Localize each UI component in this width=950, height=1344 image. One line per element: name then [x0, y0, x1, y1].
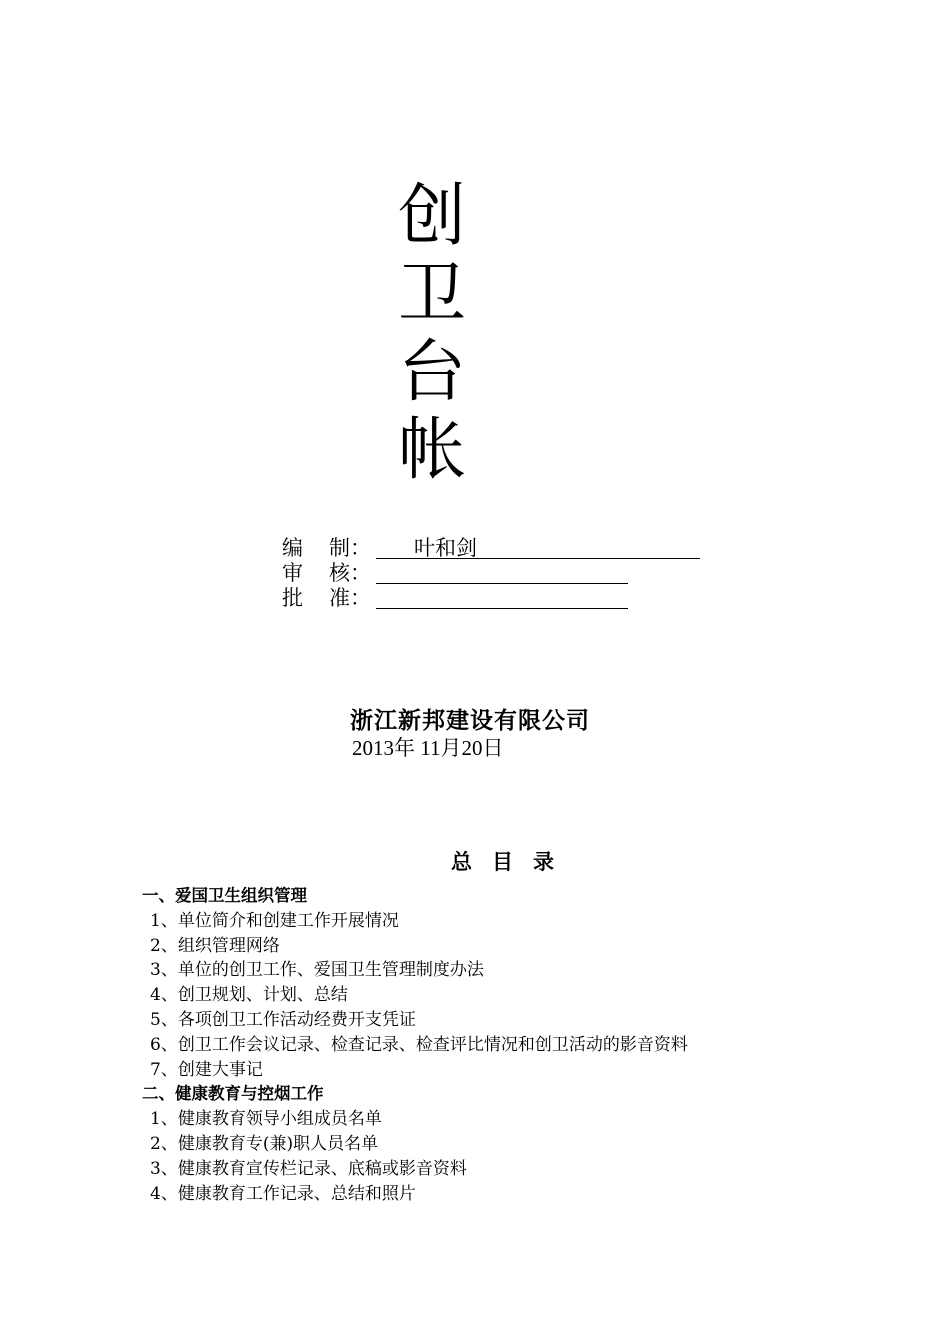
toc-item: 2、健康教育专(兼)职人员名单 [150, 1133, 379, 1154]
signoff-label: 审 核： [282, 561, 371, 585]
signoff-underline [376, 561, 628, 584]
toc-item: 7、创建大事记 [150, 1059, 263, 1080]
toc-title: 总目录 [451, 850, 574, 874]
toc-item: 5、各项创卫工作活动经费开支凭证 [150, 1009, 416, 1030]
toc-item: 4、健康教育工作记录、总结和照片 [150, 1183, 416, 1204]
toc-item: 1、健康教育领导小组成员名单 [150, 1109, 382, 1130]
document-date: 2013年 11月20日 [352, 736, 504, 760]
cover-title-char: 创 [398, 177, 467, 256]
toc-item: 1、单位简介和创建工作开展情况 [150, 910, 399, 931]
toc-item: 4、创卫规划、计划、总结 [150, 985, 348, 1006]
signoff-label: 批 准： [282, 586, 371, 610]
toc-item: 2、组织管理网络 [150, 935, 280, 956]
cover-title-char: 卫 [398, 255, 467, 334]
toc-item: 6、创卫工作会议记录、检查记录、检查评比情况和创卫活动的影音资料 [150, 1034, 688, 1055]
cover-title-char: 帐 [398, 411, 467, 490]
toc-item: 3、健康教育宣传栏记录、底稿或影音资料 [150, 1158, 467, 1179]
table-of-contents [142, 884, 902, 1206]
toc-section-heading: 一、爱国卫生组织管理 [142, 886, 307, 905]
toc-item: 3、单位的创卫工作、爱国卫生管理制度办法 [150, 960, 484, 981]
company-name: 浙江新邦建设有限公司 [350, 707, 590, 734]
signoff-underline [376, 536, 700, 559]
signoff-underline [376, 586, 628, 609]
signoff-value: 叶和剑 [414, 536, 477, 560]
toc-section-heading: 二、健康教育与控烟工作 [142, 1084, 324, 1104]
cover-title [398, 178, 518, 490]
cover-title-char: 台 [398, 333, 467, 412]
signoff-label: 编 制： [282, 536, 371, 560]
